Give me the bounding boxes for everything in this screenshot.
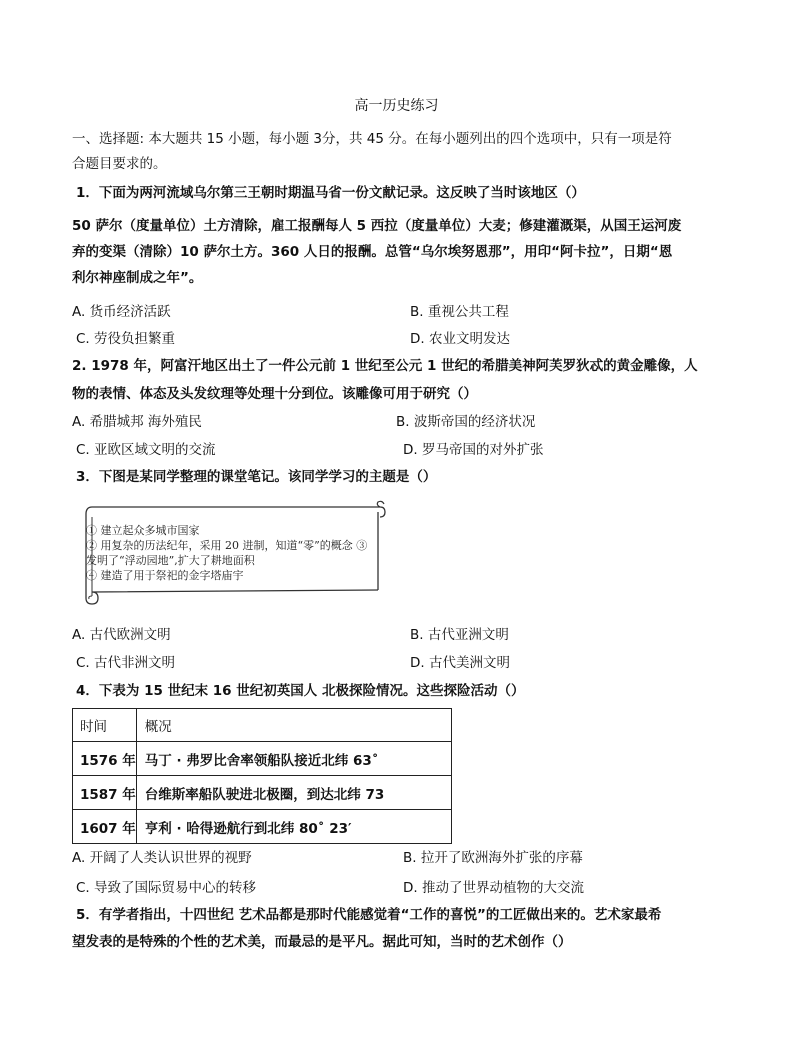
q4-option-b: B. 拉开了欧洲海外扩张的序幕 [403,850,583,866]
table-row [73,776,452,810]
q3-option-b: B. 古代亚洲文明 [410,627,509,643]
q3-stem: 3．下图是某同学整理的课堂笔记。该同学学习的主题是（） [76,469,437,485]
table-header-summary: 概况 [136,709,451,742]
q5-stem-line-1: 5．有学者指出，十四世纪 艺术品都是那时代能感觉着“工作的喜悦”的工匠做出来的。艺术家最希 [76,907,662,923]
table-cell-year: 1587 年 [73,776,137,810]
q1-option-b: B. 重视公共工程 [410,304,509,320]
q3-option-a: A. 古代欧洲文明 [72,627,171,643]
note-line-4: ④ 建造了用于祭祀的金字塔庙宇 [86,569,244,582]
section-instructions-line-2: 合题目要求的。 [72,156,167,172]
q1-material-line-1: 50 萨尔（度量单位）土方清除，雇工报酬每人 5 西拉（度量单位）大麦；修建灌溉渠，从国王运河废 [72,218,682,234]
q2-option-a: A. 希腊城邦 海外殖民 [72,414,202,430]
q2-stem-line-2: 物的表情、体态及头发纹理等处理十分到位。该雕像可用于研究（） [72,386,477,402]
table-cell-summary: 亨利 · 哈得逊航行到北纬 80˚ 23′ [136,810,451,844]
q3-option-c: C. 古代非洲文明 [76,655,176,671]
q2-option-b: B. 波斯帝国的经济状况 [396,414,536,430]
q2-stem-line-1: 2. 1978 年，阿富汗地区出土了一件公元前 1 世纪至公元 1 世纪的希腊美神阿芙罗狄忒的黄金雕像，人 [72,358,698,374]
table-cell-summary: 马丁 · 弗罗比舍率领船队接近北纬 63˚ [136,742,451,776]
q2-option-c: C. 亚欧区域文明的交流 [76,442,216,458]
table-cell-year: 1576 年 [73,742,137,776]
table-row [73,742,452,776]
table-cell-year: 1607 年 [73,810,137,844]
class-notes-scroll [82,500,388,606]
table-cell-summary: 台维斯率船队驶进北极圈，到达北纬 73 [136,776,451,810]
q1-material-line-2: 弃的变渠（清除）10 萨尔土方。360 人日的报酬。总管“乌尔埃努恩那”，用印“阿卡拉”，日期“恩 [72,244,673,260]
q1-option-d: D. 农业文明发达 [410,331,510,347]
q1-option-a: A. 货币经济活跃 [72,304,171,320]
q5-stem-line-2: 望发表的是特殊的个性的艺术美，而最忌的是平凡。据此可知，当时的艺术创作（） [72,934,572,950]
q3-option-d: D. 古代美洲文明 [410,655,510,671]
q4-stem: 4．下表为 15 世纪末 16 世纪初英国人 北极探险情况。这些探险活动（） [76,683,525,699]
q1-stem: 1．下面为两河流域乌尔第三王朝时期温马省一份文献记录。这反映了当时该地区（） [76,185,585,201]
q4-option-a: A. 开阔了人类认识世界的视野 [72,850,252,866]
scroll-outline [82,500,388,606]
note-line-3: 发明了“浮动园地”,扩大了耕地面积 [86,554,255,567]
q2-option-d: D. 罗马帝国的对外扩张 [403,442,544,458]
q1-material-line-3: 利尔神座制成之年”。 [72,270,203,286]
note-line-2: ② 用复杂的历法纪年，采用 20 进制，知道“零”的概念 ③ [86,539,368,552]
table-header-time: 时间 [73,709,137,742]
page-title: 高一历史练习 [354,98,439,114]
table-header-row [73,709,452,742]
note-line-1: ① 建立起众多城市国家 [86,524,200,537]
table-row [73,810,452,844]
q4-option-d: D. 推动了世界动植物的大交流 [403,880,584,896]
q4-option-c: C. 导致了国际贸易中心的转移 [76,880,257,896]
exploration-table [72,708,452,844]
section-instructions-line-1: 一、选择题: 本大题共 15 小题，每小题 3分，共 45 分。在每小题列出的四个选项中，只有一项是符 [72,131,672,147]
q1-option-c: C. 劳役负担繁重 [76,331,176,347]
